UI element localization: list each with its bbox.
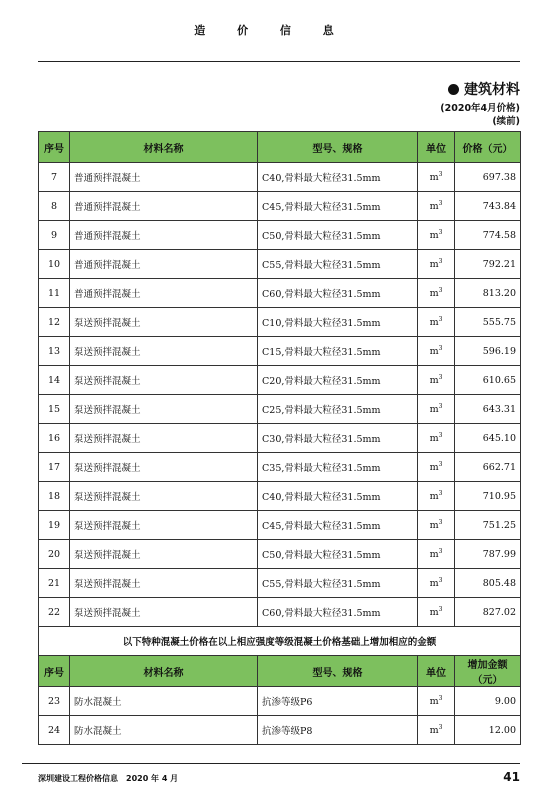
unit-text: m: [429, 230, 439, 242]
row-index: 19: [39, 511, 70, 540]
unit: [418, 482, 455, 511]
row-index: 22: [39, 598, 70, 627]
material-name: 泵送预拌混凝土: [70, 540, 258, 569]
unit-text: m: [429, 346, 439, 358]
material-spec: 抗渗等级P6: [258, 687, 418, 716]
material-spec: C40,骨料最大粒径31.5mm: [258, 163, 418, 192]
material-name: 泵送预拌混凝土: [70, 395, 258, 424]
unit-text: m: [429, 725, 439, 737]
unit: [418, 424, 455, 453]
table-row: [39, 687, 521, 716]
bullet-icon: [448, 84, 459, 95]
unit-text: m: [429, 201, 439, 213]
unit: [418, 569, 455, 598]
material-spec: C60,骨料最大粒径31.5mm: [258, 598, 418, 627]
material-name: 泵送预拌混凝土: [70, 424, 258, 453]
price: 662.71: [455, 453, 521, 482]
row-index: 13: [39, 337, 70, 366]
price: 787.99: [455, 540, 521, 569]
price: 610.65: [455, 366, 521, 395]
unit: [418, 279, 455, 308]
unit-exponent: 3: [438, 344, 443, 352]
price: 643.31: [455, 395, 521, 424]
unit: [418, 395, 455, 424]
table-row: [39, 598, 521, 627]
unit: [418, 192, 455, 221]
table-row: [39, 250, 521, 279]
row-index: 17: [39, 453, 70, 482]
unit: [418, 337, 455, 366]
unit: [418, 687, 455, 716]
table-header-row: [39, 132, 521, 163]
special-note-row: [39, 627, 521, 656]
unit-text: m: [429, 288, 439, 300]
unit-text: m: [429, 433, 439, 445]
table-row: [39, 192, 521, 221]
header-title: 造 价 信 息: [194, 24, 348, 37]
col2-header-name: 材料名称: [70, 656, 258, 687]
unit: [418, 540, 455, 569]
material-spec: C25,骨料最大粒径31.5mm: [258, 395, 418, 424]
table-row: [39, 482, 521, 511]
header-rule: [38, 61, 520, 62]
table-row: [39, 337, 521, 366]
row-index: 10: [39, 250, 70, 279]
unit-exponent: 3: [438, 518, 443, 526]
material-name: 普通预拌混凝土: [70, 163, 258, 192]
unit-exponent: 3: [438, 373, 443, 381]
material-spec: 抗渗等级P8: [258, 716, 418, 745]
unit: [418, 716, 455, 745]
section-heading-text: 建筑材料: [464, 82, 520, 98]
material-spec: C45,骨料最大粒径31.5mm: [258, 511, 418, 540]
material-name: 泵送预拌混凝土: [70, 308, 258, 337]
material-spec: C35,骨料最大粒径31.5mm: [258, 453, 418, 482]
material-spec: C30,骨料最大粒径31.5mm: [258, 424, 418, 453]
unit-exponent: 3: [438, 489, 443, 497]
unit: [418, 366, 455, 395]
col-header-index: 序号: [39, 132, 70, 163]
table-row: [39, 221, 521, 250]
price: 827.02: [455, 598, 521, 627]
price: 805.48: [455, 569, 521, 598]
table-row: [39, 569, 521, 598]
unit: [418, 163, 455, 192]
row-index: 24: [39, 716, 70, 745]
material-name: 普通预拌混凝土: [70, 279, 258, 308]
material-spec: C10,骨料最大粒径31.5mm: [258, 308, 418, 337]
unit: [418, 308, 455, 337]
page-number: 41: [503, 770, 520, 784]
col-header-price: 价格（元）: [455, 132, 521, 163]
section-heading: [448, 79, 520, 99]
row-index: 16: [39, 424, 70, 453]
material-name: 泵送预拌混凝土: [70, 511, 258, 540]
price: 751.25: [455, 511, 521, 540]
material-spec: C40,骨料最大粒径31.5mm: [258, 482, 418, 511]
col2-header-index: 序号: [39, 656, 70, 687]
unit-exponent: 3: [438, 315, 443, 323]
unit-text: m: [429, 696, 439, 708]
col2-header-price-line2: （元）: [472, 675, 503, 686]
unit-text: m: [429, 259, 439, 271]
price: 813.20: [455, 279, 521, 308]
material-name: 泵送预拌混凝土: [70, 337, 258, 366]
material-name: 防水混凝土: [70, 716, 258, 745]
unit-exponent: 3: [438, 228, 443, 236]
unit-text: m: [429, 520, 439, 532]
material-spec: C20,骨料最大粒径31.5mm: [258, 366, 418, 395]
table-header-row-2: [39, 656, 521, 687]
table-row: [39, 395, 521, 424]
table-row: [39, 424, 521, 453]
unit-exponent: 3: [438, 694, 443, 702]
unit-text: m: [429, 375, 439, 387]
price: 9.00: [455, 687, 521, 716]
unit-text: m: [429, 578, 439, 590]
price: 645.10: [455, 424, 521, 453]
unit-exponent: 3: [438, 460, 443, 468]
unit-exponent: 3: [438, 170, 443, 178]
material-name: 泵送预拌混凝土: [70, 453, 258, 482]
table-row: [39, 366, 521, 395]
col2-header-price-line1: 增加金额: [467, 660, 508, 671]
unit-exponent: 3: [438, 547, 443, 555]
material-name: 普通预拌混凝土: [70, 221, 258, 250]
row-index: 23: [39, 687, 70, 716]
material-spec: C50,骨料最大粒径31.5mm: [258, 221, 418, 250]
material-name: 防水混凝土: [70, 687, 258, 716]
material-name: 泵送预拌混凝土: [70, 569, 258, 598]
unit-text: m: [429, 607, 439, 619]
unit-exponent: 3: [438, 257, 443, 265]
price: 792.21: [455, 250, 521, 279]
price: 697.38: [455, 163, 521, 192]
table-row: [39, 511, 521, 540]
material-name: 泵送预拌混凝土: [70, 482, 258, 511]
row-index: 20: [39, 540, 70, 569]
unit-text: m: [429, 317, 439, 329]
unit-exponent: 3: [438, 576, 443, 584]
row-index: 14: [39, 366, 70, 395]
unit-text: m: [429, 549, 439, 561]
unit-exponent: 3: [438, 286, 443, 294]
col2-header-spec: 型号、规格: [258, 656, 418, 687]
table-row: [39, 716, 521, 745]
unit: [418, 221, 455, 250]
table-row: [39, 453, 521, 482]
row-index: 7: [39, 163, 70, 192]
unit-exponent: 3: [438, 199, 443, 207]
row-index: 21: [39, 569, 70, 598]
unit: [418, 250, 455, 279]
material-spec: C60,骨料最大粒径31.5mm: [258, 279, 418, 308]
row-index: 15: [39, 395, 70, 424]
table-row: [39, 540, 521, 569]
unit: [418, 511, 455, 540]
row-index: 8: [39, 192, 70, 221]
material-name: 普通预拌混凝土: [70, 250, 258, 279]
col-header-spec: 型号、规格: [258, 132, 418, 163]
price: 596.19: [455, 337, 521, 366]
table-row: [39, 308, 521, 337]
material-spec: C55,骨料最大粒径31.5mm: [258, 250, 418, 279]
material-name: 普通预拌混凝土: [70, 192, 258, 221]
col2-header-unit: 单位: [418, 656, 455, 687]
table-row: [39, 279, 521, 308]
material-spec: C45,骨料最大粒径31.5mm: [258, 192, 418, 221]
unit-text: m: [429, 462, 439, 474]
unit-text: m: [429, 172, 439, 184]
unit-exponent: 3: [438, 402, 443, 410]
col-header-name: 材料名称: [70, 132, 258, 163]
row-index: 12: [39, 308, 70, 337]
unit: [418, 453, 455, 482]
unit-text: m: [429, 491, 439, 503]
price: 12.00: [455, 716, 521, 745]
price: 710.95: [455, 482, 521, 511]
price: 743.84: [455, 192, 521, 221]
material-name: 泵送预拌混凝土: [70, 366, 258, 395]
table-row: [39, 163, 521, 192]
special-note: 以下特种混凝土价格在以上相应强度等级混凝土价格基础上增加相应的金额: [39, 627, 521, 656]
material-spec: C55,骨料最大粒径31.5mm: [258, 569, 418, 598]
price: 774.58: [455, 221, 521, 250]
unit-text: m: [429, 404, 439, 416]
unit-exponent: 3: [438, 605, 443, 613]
footer-rule: [22, 763, 520, 764]
date-note: (2020年4月价格): [440, 103, 520, 114]
col2-header-price: [455, 656, 521, 687]
material-spec: C15,骨料最大粒径31.5mm: [258, 337, 418, 366]
continued-note: (续前): [492, 116, 520, 127]
row-index: 18: [39, 482, 70, 511]
price: 555.75: [455, 308, 521, 337]
materials-table: [38, 131, 521, 745]
footer-publication: 深圳建设工程价格信息 2020 年 4 月: [38, 774, 179, 783]
row-index: 11: [39, 279, 70, 308]
material-spec: C50,骨料最大粒径31.5mm: [258, 540, 418, 569]
unit-exponent: 3: [438, 431, 443, 439]
col-header-unit: 单位: [418, 132, 455, 163]
row-index: 9: [39, 221, 70, 250]
unit: [418, 598, 455, 627]
unit-exponent: 3: [438, 723, 443, 731]
material-name: 泵送预拌混凝土: [70, 598, 258, 627]
